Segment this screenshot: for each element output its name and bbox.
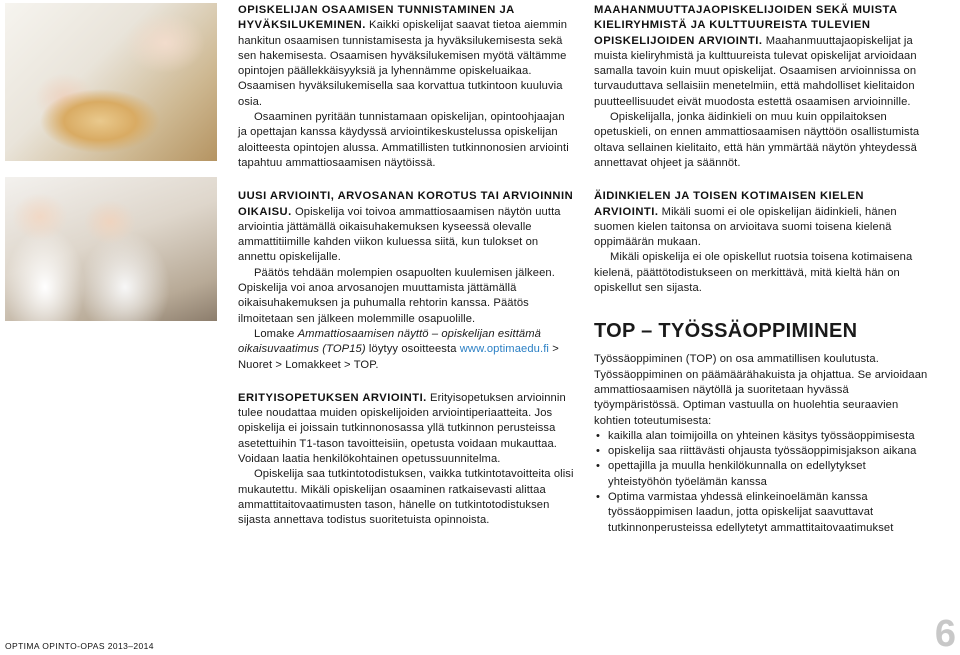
right-text-column — [594, 3, 928, 536]
immigrant-heading: MAAHANMUUTTAJAOPISKELIJOIDEN SEKÄ MUISTA KIELIRYHMISTÄ JA KULTTUUREISTA TULEVIEN OPISKELIJOIDEN ARVIOINTI. — [594, 4, 898, 47]
special-ed-paragraph-2: Opiskelija saa tutkintotodistuksen, vaikka tutkintotavoitteita olisi mukautettu. Mikäli opiskelijan osaaminen ratkaisevasti alittaa ammattitaitovaatimusten tason, hänelle on tutkintotodistuksen sijasta annettava todistus suoritetuista opinnoista. — [238, 468, 574, 527]
baking-dough-photo — [5, 3, 217, 161]
special-ed-paragraph: ERITYISOPETUKSEN ARVIOINTI. Erityisopetuksen arvioinnin tulee noudattaa muiden opiskelijoiden arviointiperiaatteita. Jos opiskelija ei joissain tutkinnonosassa yllä tutkinnon perusteissa asetettuihin T1-tason tavoitteisiin, opetusta voidaan mukauttaa. Voidaan laatia henkilökohtainen opetussuunnitelma. — [238, 391, 566, 466]
list-item: • Optima varmistaa yhdessä elinkeinoelämän kanssa työssäoppimisen laadun, jotta opiskelijat saavuttavat tutkinnonperusteissa edellytetyt ammattitaitovaatimukset — [608, 490, 928, 536]
list-item: • opiskelija saa riittävästi ohjausta työssäoppimisjakson aikana — [608, 444, 928, 459]
special-ed-heading: ERITYISOPETUKSEN ARVIOINTI. — [238, 391, 427, 404]
immigrant-paragraph: MAAHANMUUTTAJAOPISKELIJOIDEN SEKÄ MUISTA KIELIRYHMISTÄ JA KULTTUUREISTA TULEVIEN OPISKELIJOIDEN ARVIOINTI. Maahanmuuttajaopiskelijat ja muista kieliryhmistä ja kulttuureista tulevat opiskelijat arvioidaan samalla tavoin kuin muut opiskelijat. Osaamisen arvioinnissa on turvauduttava sellaisiin menetelmiin, että mahdolliset kielitaidon puutteellisuudet eivät muodosta estettä osaamisen arvioinnille. — [594, 4, 917, 108]
language-paragraph-2: Mikäli opiskelija ei ole opiskellut ruotsia toisena kotimaisena kielenä, päättötodistukseen on merkittävä, mitä kieltä hän on opiskellut sen sijasta. — [594, 251, 913, 295]
immigrant-paragraph-2: Opiskelijalla, jonka äidinkieli on muu kuin oppilaitoksen opetuskieli, on ennen ammattiosaamisen näyttöön osallistumista oltava sellainen kielitaito, että hän ymmärtää näytön yhteydessä annettavat ohjeet ja säännöt. — [594, 111, 920, 169]
reassessment-paragraph: UUSI ARVIOINTI, ARVOSANAN KOROTUS TAI ARVIOINNIN OIKAISU. Opiskelija voi toivoa ammattiosaamisen näytön uutta arviointia jättämällä oikaisuhakemuksen kyseessä olevalle ammattitiimille kahden viikon kuluessa siitä, kun tulokset on annettu opiskelijalle. — [238, 190, 574, 264]
page-footer: OPTIMA OPINTO-OPAS 2013–2014 — [5, 641, 154, 651]
recognition-heading: OPISKELIJAN OSAAMISEN TUNNISTAMINEN JA HYVÄKSILUKEMINEN. — [238, 4, 515, 32]
reassessment-paragraph-2: Päätös tehdään molempien osapuolten kuulemisen jälkeen. Opiskelija voi anoa arvosanojen muuttamista jättämällä oikaisuhakemuksen ja puhumalla rehtorin kanssa. Päätös ilmoitetaan sen jälkeen molemmille osapuolille. — [238, 266, 555, 325]
top-intro-paragraph: Työssäoppiminen (TOP) on osa ammatillisen koulutusta. Työssäoppiminen on päämäärähakuista ja ohjattua. Se arvioidaan ammattiosaamisen näytöllä ja suoritetaan hyvässä työympäristössä. Optiman vastuulla on huolehtia seuraavien kohtien toteutumisesta: — [594, 353, 928, 427]
top-bullet-list — [594, 429, 928, 536]
list-item: • opettajilla ja muulla henkilökunnalla on edellytykset yhteistyöhön työelämän kanssa — [608, 459, 928, 490]
students-in-kitchen-photo — [5, 177, 217, 321]
reassessment-heading: UUSI ARVIOINTI, ARVOSANAN KOROTUS TAI ARVIOINNIN OIKAISU. — [238, 190, 574, 218]
optimaedu-link[interactable]: www.optimaedu.fi — [459, 343, 550, 356]
form-info-paragraph: Lomake Ammattiosaamisen näyttö – opiskelijan esittämä oikaisuvaatimus (TOP15) löytyy osoitteesta www.optimaedu.fi > Nuoret > Lomakkeet > TOP. — [238, 327, 559, 371]
recognition-paragraph-2: Osaaminen pyritään tunnistamaan opiskelijan, opintoohjaajan ja opettajan kanssa käydyssä arviointikeskustelussa opiskelijan aloitteesta opintojen alussa. Ammatillisten tutkinnonosien arviointi tapahtuu ammattiosaamisen näytöissä. — [238, 111, 569, 169]
language-heading: ÄIDINKIELEN JA TOISEN KOTIMAISEN KIELEN ARVIOINTI. — [594, 190, 864, 218]
top-section-title: TOP – TYÖSSÄOPPIMINEN — [594, 320, 858, 343]
list-item: • kaikilla alan toimijoilla on yhteinen käsitys työssäoppimisesta — [608, 429, 928, 444]
left-text-column — [238, 3, 576, 529]
language-paragraph: ÄIDINKIELEN JA TOISEN KOTIMAISEN KIELEN ARVIOINTI. Mikäli suomi ei ole opiskelijan äidinkieli, hänen suomen kielen taitonsa on arvioitava suomi toisena kielenä oppimäärän mukaan. — [594, 190, 897, 249]
recognition-paragraph: OPISKELIJAN OSAAMISEN TUNNISTAMINEN JA HYVÄKSILUKEMINEN. Kaikki opiskelijat saavat tietoa aiemmin hankitun osaamisen tunnistamisesta ja hyväksilukemisesta sekä sen hakemisesta. Osaamisen hyväksilukemisen myötä vältämme opintojen päällekkäisyyksiä ja lyhennämme opiskeluaikaa. Osaamisen hyväksilukemisella saa korvattua tutkintoon kuuluvia osia. — [238, 4, 568, 108]
page-number: 6 — [934, 613, 956, 655]
form-name: Ammattiosaamisen näyttö – opiskelijan esittämä oikaisuvaatimus (TOP15) — [238, 327, 541, 356]
